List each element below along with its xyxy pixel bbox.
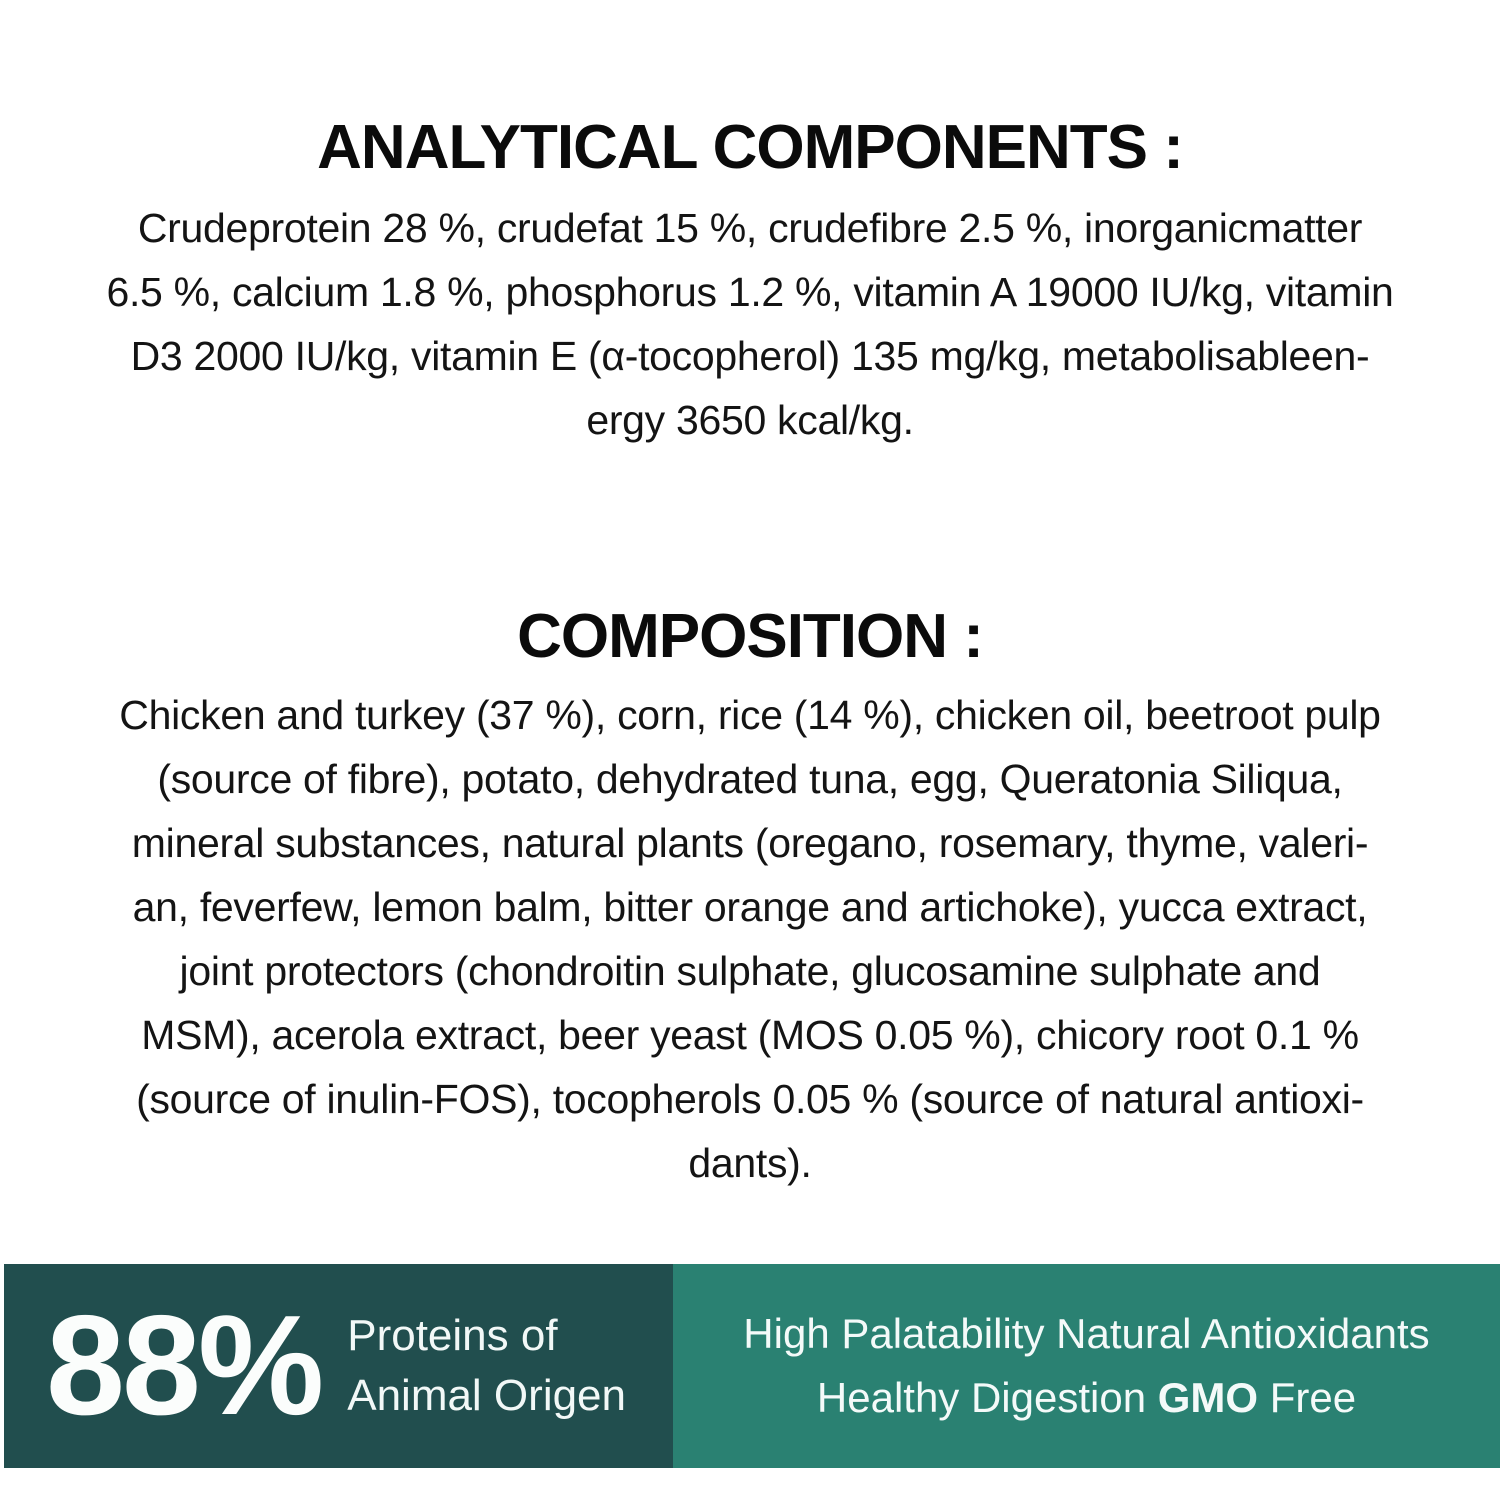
features-line-2-prefix: Healthy Digestion [816, 1374, 1158, 1421]
composition-text-line-3: mineral substances, natural plants (oregano, rosemary, thyme, valeri- [131, 820, 1369, 866]
features-line-2 [817, 1373, 1356, 1423]
composition-text-line-2: (source of fibre), potato, dehydrated tuna, egg, Queratonia Siliqua, [157, 756, 1343, 802]
protein-percentage: 88% [46, 1286, 322, 1445]
composition-text-line-4: an, feverfew, lemon balm, bitter orange and artichoke), yucca extract, [132, 884, 1368, 930]
animal-protein-panel [4, 1264, 673, 1468]
composition-text-line-6: MSM), acerola extract, beer yeast (MOS 0.05 %), chicory root 0.1 % [141, 1012, 1359, 1058]
features-line-1: High Palatability Natural Antioxidants [743, 1310, 1430, 1357]
features-panel [673, 1264, 1500, 1468]
composition-text-line-1: Chicken and turkey (37 %), corn, rice (14 %), chicken oil, beetroot pulp [119, 692, 1381, 738]
analytical-components-text [0, 196, 1500, 452]
composition-text-line-5: joint protectors (chondroitin sulphate, glucosamine sulphate and [179, 948, 1321, 994]
protein-label-line-2: Animal Origen [347, 1371, 626, 1420]
analytical-text-line-3: D3 2000 IU/kg, vitamin E (α-tocopherol) 135 mg/kg, metabolisableen- [130, 333, 1370, 379]
composition-text [0, 683, 1500, 1195]
features-line-2-suffix: Free [1258, 1374, 1357, 1421]
gmo-label: GMO [1157, 1374, 1259, 1421]
analytical-components-heading: ANALYTICAL COMPONENTS : [317, 113, 1183, 182]
protein-label-line-1: Proteins of [347, 1311, 558, 1360]
highlights-banner [0, 1264, 1500, 1468]
analytical-text-line-2: 6.5 %, calcium 1.8 %, phosphorus 1.2 %, vitamin A 19000 IU/kg, vitamin [106, 269, 1394, 315]
analytical-text-line-1: Crudeprotein 28 %, crudefat 15 %, crudefibre 2.5 %, inorganicmatter [137, 205, 1363, 251]
composition-text-line-8: dants). [688, 1140, 812, 1186]
analytical-text-line-4: ergy 3650 kcal/kg. [586, 397, 914, 443]
composition-text-line-7: (source of inulin-FOS), tocopherols 0.05 % (source of natural antioxi- [136, 1076, 1364, 1122]
protein-percentage-label [347, 1306, 626, 1426]
composition-heading: COMPOSITION : [517, 602, 983, 671]
